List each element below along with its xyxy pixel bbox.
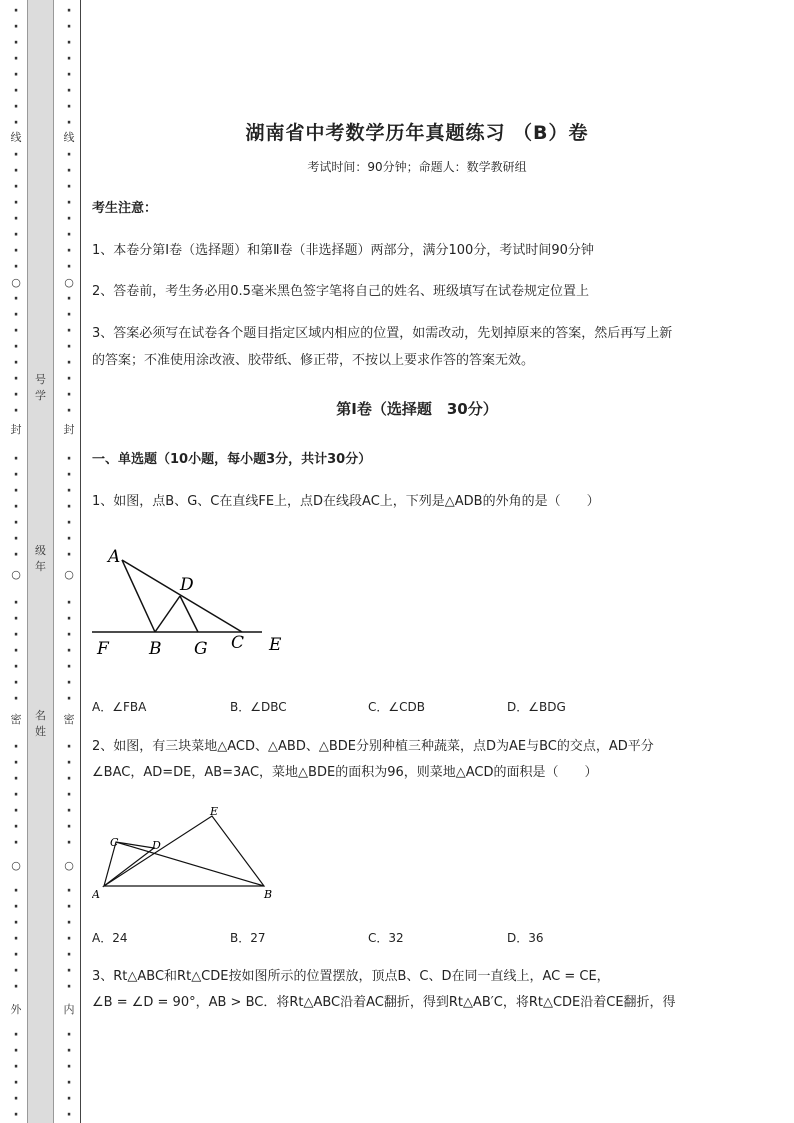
seal-dot: · (13, 883, 19, 899)
seal-dot: · (66, 371, 72, 387)
seal-dot: · (66, 51, 72, 67)
seal-dot: · (13, 3, 19, 19)
seal-char: 封 (63, 423, 75, 436)
seal-dot: · (13, 35, 19, 51)
seal-dot: · (13, 931, 19, 947)
seal-dot: · (13, 819, 19, 835)
seal-dot: · (66, 19, 72, 35)
seal-dot: · (66, 1059, 72, 1075)
seal-dot: · (66, 387, 72, 403)
seal-dot: · (66, 3, 72, 19)
seal-dot: · (13, 323, 19, 339)
seal-dot: · (13, 259, 19, 275)
question-2-stem-line1: 2、如图，有三块菜地△ACD、△ABD、△BDE分别种植三种蔬菜，点D为AE与BC的交点，AD平分 (92, 739, 654, 754)
point-label: F (97, 639, 109, 659)
seal-dot: · (66, 163, 72, 179)
seal-dot: · (13, 387, 19, 403)
seal-dot: · (13, 915, 19, 931)
seal-dot: · (13, 67, 19, 83)
notice-heading: 考生注意： (92, 201, 158, 216)
notice-item: 2、答卷前，考生务必用0.5毫米黑色签字笔将自己的姓名、班级填写在试卷规定位置上 (92, 284, 589, 299)
seal-dot: · (13, 627, 19, 643)
seal-dot: · (66, 1027, 72, 1043)
seal-dot: · (13, 979, 19, 995)
point-label: C (231, 633, 245, 653)
seal-char: 线 (10, 131, 22, 144)
question-1-option-b: B．∠DBC (230, 700, 287, 714)
seal-dot: · (13, 611, 19, 627)
seal-dot: · (66, 947, 72, 963)
seal-dot: · (13, 531, 19, 547)
seal-dot: · (13, 947, 19, 963)
seal-dot: · (66, 99, 72, 115)
seal-dot: · (66, 67, 72, 83)
question-2-option-a: A．24 (92, 931, 128, 945)
band-label-name: 名 姓 (35, 709, 46, 738)
seal-dot: · (13, 787, 19, 803)
seal-dot: · (66, 803, 72, 819)
seal-dot: · (13, 467, 19, 483)
question-1-option-c: C．∠CDB (368, 700, 425, 714)
seal-dot: · (13, 1027, 19, 1043)
seal-dot: · (13, 195, 19, 211)
seal-dot: · (66, 627, 72, 643)
question-2-option-b: B．27 (230, 931, 266, 945)
band-label-grade: 级 年 (35, 544, 46, 573)
seal-circle: ○ (11, 859, 21, 872)
seal-char: 密 (10, 713, 22, 726)
seal-char: 外 (10, 1003, 22, 1016)
point-label: C (110, 836, 119, 849)
seal-dot: · (66, 771, 72, 787)
seal-dot: · (13, 739, 19, 755)
seal-dot: · (66, 499, 72, 515)
seal-dot: · (66, 227, 72, 243)
seal-dot: · (13, 691, 19, 707)
seal-dot: · (66, 1075, 72, 1091)
seal-dot: · (66, 531, 72, 547)
seal-dot: · (66, 195, 72, 211)
seal-dot: · (66, 691, 72, 707)
point-label: D (152, 839, 161, 852)
section-title: 第Ⅰ卷（选择题 30分） (336, 400, 498, 418)
binding-line (80, 0, 81, 1123)
seal-dot: · (13, 547, 19, 563)
seal-dot: · (13, 835, 19, 851)
point-label: G (194, 639, 208, 659)
question-2-option-c: C．32 (368, 931, 404, 945)
seal-dot: · (13, 451, 19, 467)
exam-subtitle: 考试时间：90分钟；命题人：数学教研组 (307, 160, 527, 174)
seal-dot: · (13, 371, 19, 387)
seal-dot: · (13, 243, 19, 259)
seal-dot: · (13, 1059, 19, 1075)
seal-dot: · (13, 499, 19, 515)
point-label: D (180, 575, 194, 595)
question-1-stem: 1、如图，点B、G、C在直线FE上，点D在线段AC上，下列是△ADB的外角的是（ ） (92, 494, 600, 509)
seal-dot: · (13, 1091, 19, 1107)
seal-dot: · (13, 115, 19, 131)
question-3-stem-line2: ∠B = ∠D = 90°，AB > BC．将Rt△ABC沿着AC翻折，得到Rt△AB′C，将Rt△CDE沿着CE翻折，得 (92, 995, 676, 1010)
point-label: E (269, 635, 282, 655)
notice-item-continued: 的答案；不准使用涂改液、胶带纸、修正带，不按以上要求作答的答案无效。 (92, 353, 535, 368)
question-1-figure (92, 540, 292, 665)
seal-dot: · (66, 787, 72, 803)
page-title: 湖南省中考数学历年真题练习 （B）卷 (245, 122, 589, 144)
band-label-number: 号 学 (35, 373, 46, 402)
seal-dot: · (13, 179, 19, 195)
seal-dot: · (66, 819, 72, 835)
seal-dot: · (13, 307, 19, 323)
seal-char: 内 (63, 1003, 75, 1016)
seal-dot: · (66, 835, 72, 851)
seal-circle: ○ (64, 859, 74, 872)
seal-dot: · (66, 403, 72, 419)
seal-dot: · (66, 259, 72, 275)
question-1-option-d: D．∠BDG (507, 700, 566, 714)
notice-item: 1、本卷分第Ⅰ卷（选择题）和第Ⅱ卷（非选择题）两部分，满分100分，考试时间90分钟 (92, 243, 594, 258)
seal-char: 密 (63, 713, 75, 726)
question-3-stem-line1: 3、Rt△ABC和Rt△CDE按如图所示的位置摆放，顶点B、C、D在同一直线上，AC = CE， (92, 969, 610, 984)
seal-char: 封 (10, 423, 22, 436)
seal-dot: · (13, 659, 19, 675)
outer-seal-column (10, 0, 22, 1123)
seal-dot: · (13, 403, 19, 419)
seal-dot: · (66, 35, 72, 51)
seal-dot: · (13, 355, 19, 371)
point-label: E (210, 805, 219, 818)
seal-dot: · (66, 83, 72, 99)
seal-dot: · (66, 547, 72, 563)
seal-circle: ○ (11, 568, 21, 581)
seal-dot: · (13, 83, 19, 99)
seal-dot: · (66, 611, 72, 627)
seal-circle: ○ (64, 568, 74, 581)
seal-dot: · (13, 211, 19, 227)
binding-margin (0, 0, 82, 1123)
seal-dot: · (13, 147, 19, 163)
seal-dot: · (66, 339, 72, 355)
seal-dot: · (13, 291, 19, 307)
seal-dot: · (13, 963, 19, 979)
seal-dot: · (13, 1043, 19, 1059)
question-2-option-d: D．36 (507, 931, 544, 945)
seal-dot: · (66, 323, 72, 339)
seal-dot: · (13, 803, 19, 819)
notice-item: 3、答案必须写在试卷各个题目指定区域内相应的位置，如需改动，先划掉原来的答案，然后再写上新 (92, 326, 673, 341)
seal-dot: · (66, 1107, 72, 1123)
seal-dot: · (66, 883, 72, 899)
seal-dot: · (13, 227, 19, 243)
seal-dot: · (13, 1075, 19, 1091)
seal-dot: · (66, 1091, 72, 1107)
point-label: A (108, 547, 121, 567)
question-2-stem-line2: ∠BAC，AD=DE，AB=3AC，菜地△BDE的面积为96，则菜地△ACD的面积是（ ） (92, 765, 598, 780)
seal-dot: · (66, 307, 72, 323)
seal-dot: · (13, 19, 19, 35)
seal-circle: ○ (11, 276, 21, 289)
seal-circle: ○ (64, 276, 74, 289)
seal-dot: · (13, 595, 19, 611)
seal-dot: · (66, 451, 72, 467)
seal-dot: · (66, 675, 72, 691)
seal-dot: · (66, 515, 72, 531)
seal-dot: · (66, 755, 72, 771)
seal-dot: · (13, 483, 19, 499)
seal-dot: · (13, 163, 19, 179)
seal-dot: · (13, 99, 19, 115)
seal-dot: · (66, 483, 72, 499)
seal-dot: · (66, 899, 72, 915)
seal-dot: · (66, 659, 72, 675)
point-label: B (264, 888, 273, 901)
seal-dot: · (66, 595, 72, 611)
student-info-band (27, 0, 54, 1123)
seal-dot: · (66, 1043, 72, 1059)
seal-dot: · (66, 467, 72, 483)
question-2-figure (92, 804, 282, 904)
seal-dot: · (13, 643, 19, 659)
seal-dot: · (13, 675, 19, 691)
seal-dot: · (66, 211, 72, 227)
seal-dot: · (66, 147, 72, 163)
seal-dot: · (66, 963, 72, 979)
seal-dot: · (13, 515, 19, 531)
seal-dot: · (66, 115, 72, 131)
seal-dot: · (13, 51, 19, 67)
question-1-option-a: A．∠FBA (92, 700, 147, 714)
seal-dot: · (66, 915, 72, 931)
seal-dot: · (66, 355, 72, 371)
seal-dot: · (66, 291, 72, 307)
inner-seal-column (63, 0, 75, 1123)
seal-dot: · (13, 339, 19, 355)
seal-dot: · (66, 643, 72, 659)
seal-char: 线 (63, 131, 75, 144)
seal-dot: · (13, 771, 19, 787)
point-label: A (92, 888, 100, 901)
part-heading: 一、单选题（10小题，每小题3分，共计30分） (92, 452, 372, 467)
seal-dot: · (13, 899, 19, 915)
seal-dot: · (66, 179, 72, 195)
seal-dot: · (66, 931, 72, 947)
seal-dot: · (13, 755, 19, 771)
seal-dot: · (66, 979, 72, 995)
seal-dot: · (13, 1107, 19, 1123)
seal-dot: · (66, 739, 72, 755)
point-label: B (149, 639, 162, 659)
seal-dot: · (66, 243, 72, 259)
